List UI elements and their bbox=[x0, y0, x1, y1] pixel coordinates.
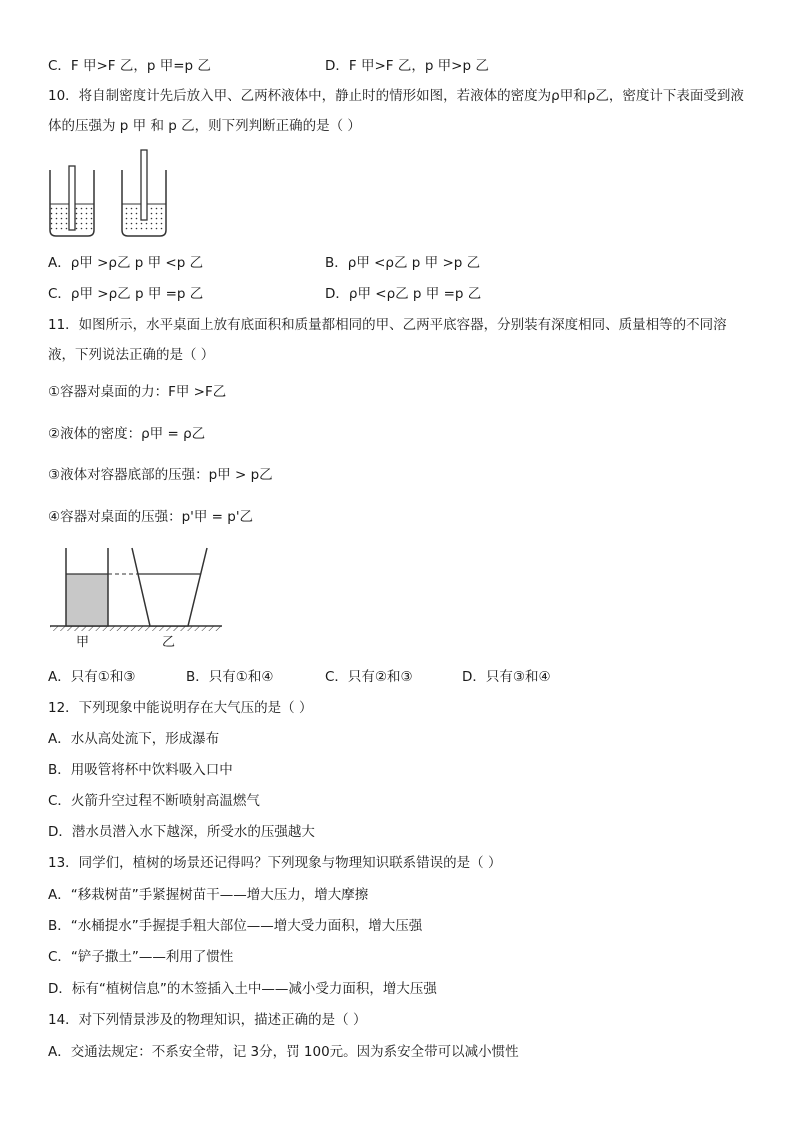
q11-statement-4: ④容器对桌面的压强：p'甲 = p'乙 bbox=[48, 509, 254, 525]
q11-statement-2: ②液体的密度：ρ甲 = ρ乙 bbox=[48, 426, 206, 442]
q12-option-a: A．水从高处流下，形成瀑布 bbox=[48, 731, 220, 747]
label-yi: 乙 bbox=[162, 635, 176, 650]
q11-statement-1: ①容器对桌面的力：F甲 >F乙 bbox=[48, 384, 227, 400]
q9-option-d: D．F 甲>F 乙，p 甲>p 乙 bbox=[325, 58, 489, 74]
q12-option-d: D．潜水员潜入水下越深，所受水的压强越大 bbox=[48, 824, 315, 840]
q10-stem-line1: 10．将自制密度计先后放入甲、乙两杯液体中，静止时的情形如图，若液体的密度为ρ甲和ρ乙，密度计下表面受到液 bbox=[48, 88, 744, 104]
q10-option-b: B．ρ甲 <ρ乙 p 甲 >p 乙 bbox=[325, 255, 481, 271]
beaker-left bbox=[50, 166, 94, 236]
q11-statement-3: ③液体对容器底部的压强：p甲 > p乙 bbox=[48, 467, 273, 483]
q13-stem: 13．同学们，植树的场景还记得吗？下列现象与物理知识联系错误的是（ ） bbox=[48, 855, 502, 871]
q13-option-b: B．“水桶提水”手握提手粗大部位——增大受力面积，增大压强 bbox=[48, 918, 423, 934]
q10-stem-line2: 体的压强为 p 甲 和 p 乙，则下列判断正确的是（ ） bbox=[48, 118, 361, 134]
q14-option-a: A．交通法规定：不系安全带，记 3分，罚 100元。因为系安全带可以减小惯性 bbox=[48, 1044, 519, 1060]
container-yi bbox=[132, 548, 207, 626]
q10-option-d: D．ρ甲 <ρ乙 p 甲 =p 乙 bbox=[325, 286, 482, 302]
q13-option-c: C．“铲子撒土”——利用了惯性 bbox=[48, 949, 234, 965]
q11-option-a: A．只有①和③ bbox=[48, 669, 136, 685]
q10-option-a: A．ρ甲 >ρ乙 p 甲 <p 乙 bbox=[48, 255, 204, 271]
q11-stem-line1: 11．如图所示，水平桌面上放有底面积和质量都相同的甲、乙两平底容器，分别装有深度相同、质量相等的不同溶 bbox=[48, 317, 727, 333]
q11-option-c: C．只有②和③ bbox=[325, 669, 413, 685]
q14-stem: 14．对下列情景涉及的物理知识，描述正确的是（ ） bbox=[48, 1012, 367, 1028]
q12-option-c: C．火箭升空过程不断喷射高温燃气 bbox=[48, 793, 260, 809]
q11-stem-line2: 液，下列说法正确的是（ ） bbox=[48, 347, 215, 363]
q11-option-d: D．只有③和④ bbox=[462, 669, 551, 685]
label-jia: 甲 bbox=[76, 635, 90, 650]
q12-option-b: B．用吸管将杯中饮料吸入口中 bbox=[48, 762, 233, 778]
container-jia bbox=[66, 548, 108, 626]
q10-option-c: C．ρ甲 >ρ乙 p 甲 =p 乙 bbox=[48, 286, 204, 302]
q10-hydrometer-figure bbox=[44, 146, 174, 241]
q12-stem: 12．下列现象中能说明存在大气压的是（ ） bbox=[48, 700, 313, 716]
q13-option-d: D．标有“植树信息”的木签插入土中——减小受力面积，增大压强 bbox=[48, 981, 437, 997]
beaker-right bbox=[122, 150, 166, 236]
q9-option-c: C．F 甲>F 乙，p 甲=p 乙 bbox=[48, 58, 211, 74]
q13-option-a: A．“移栽树苗”手紧握树苗干——增大压力，增大摩擦 bbox=[48, 887, 369, 903]
q11-containers-figure bbox=[48, 544, 224, 650]
q11-option-b: B．只有①和④ bbox=[186, 669, 274, 685]
